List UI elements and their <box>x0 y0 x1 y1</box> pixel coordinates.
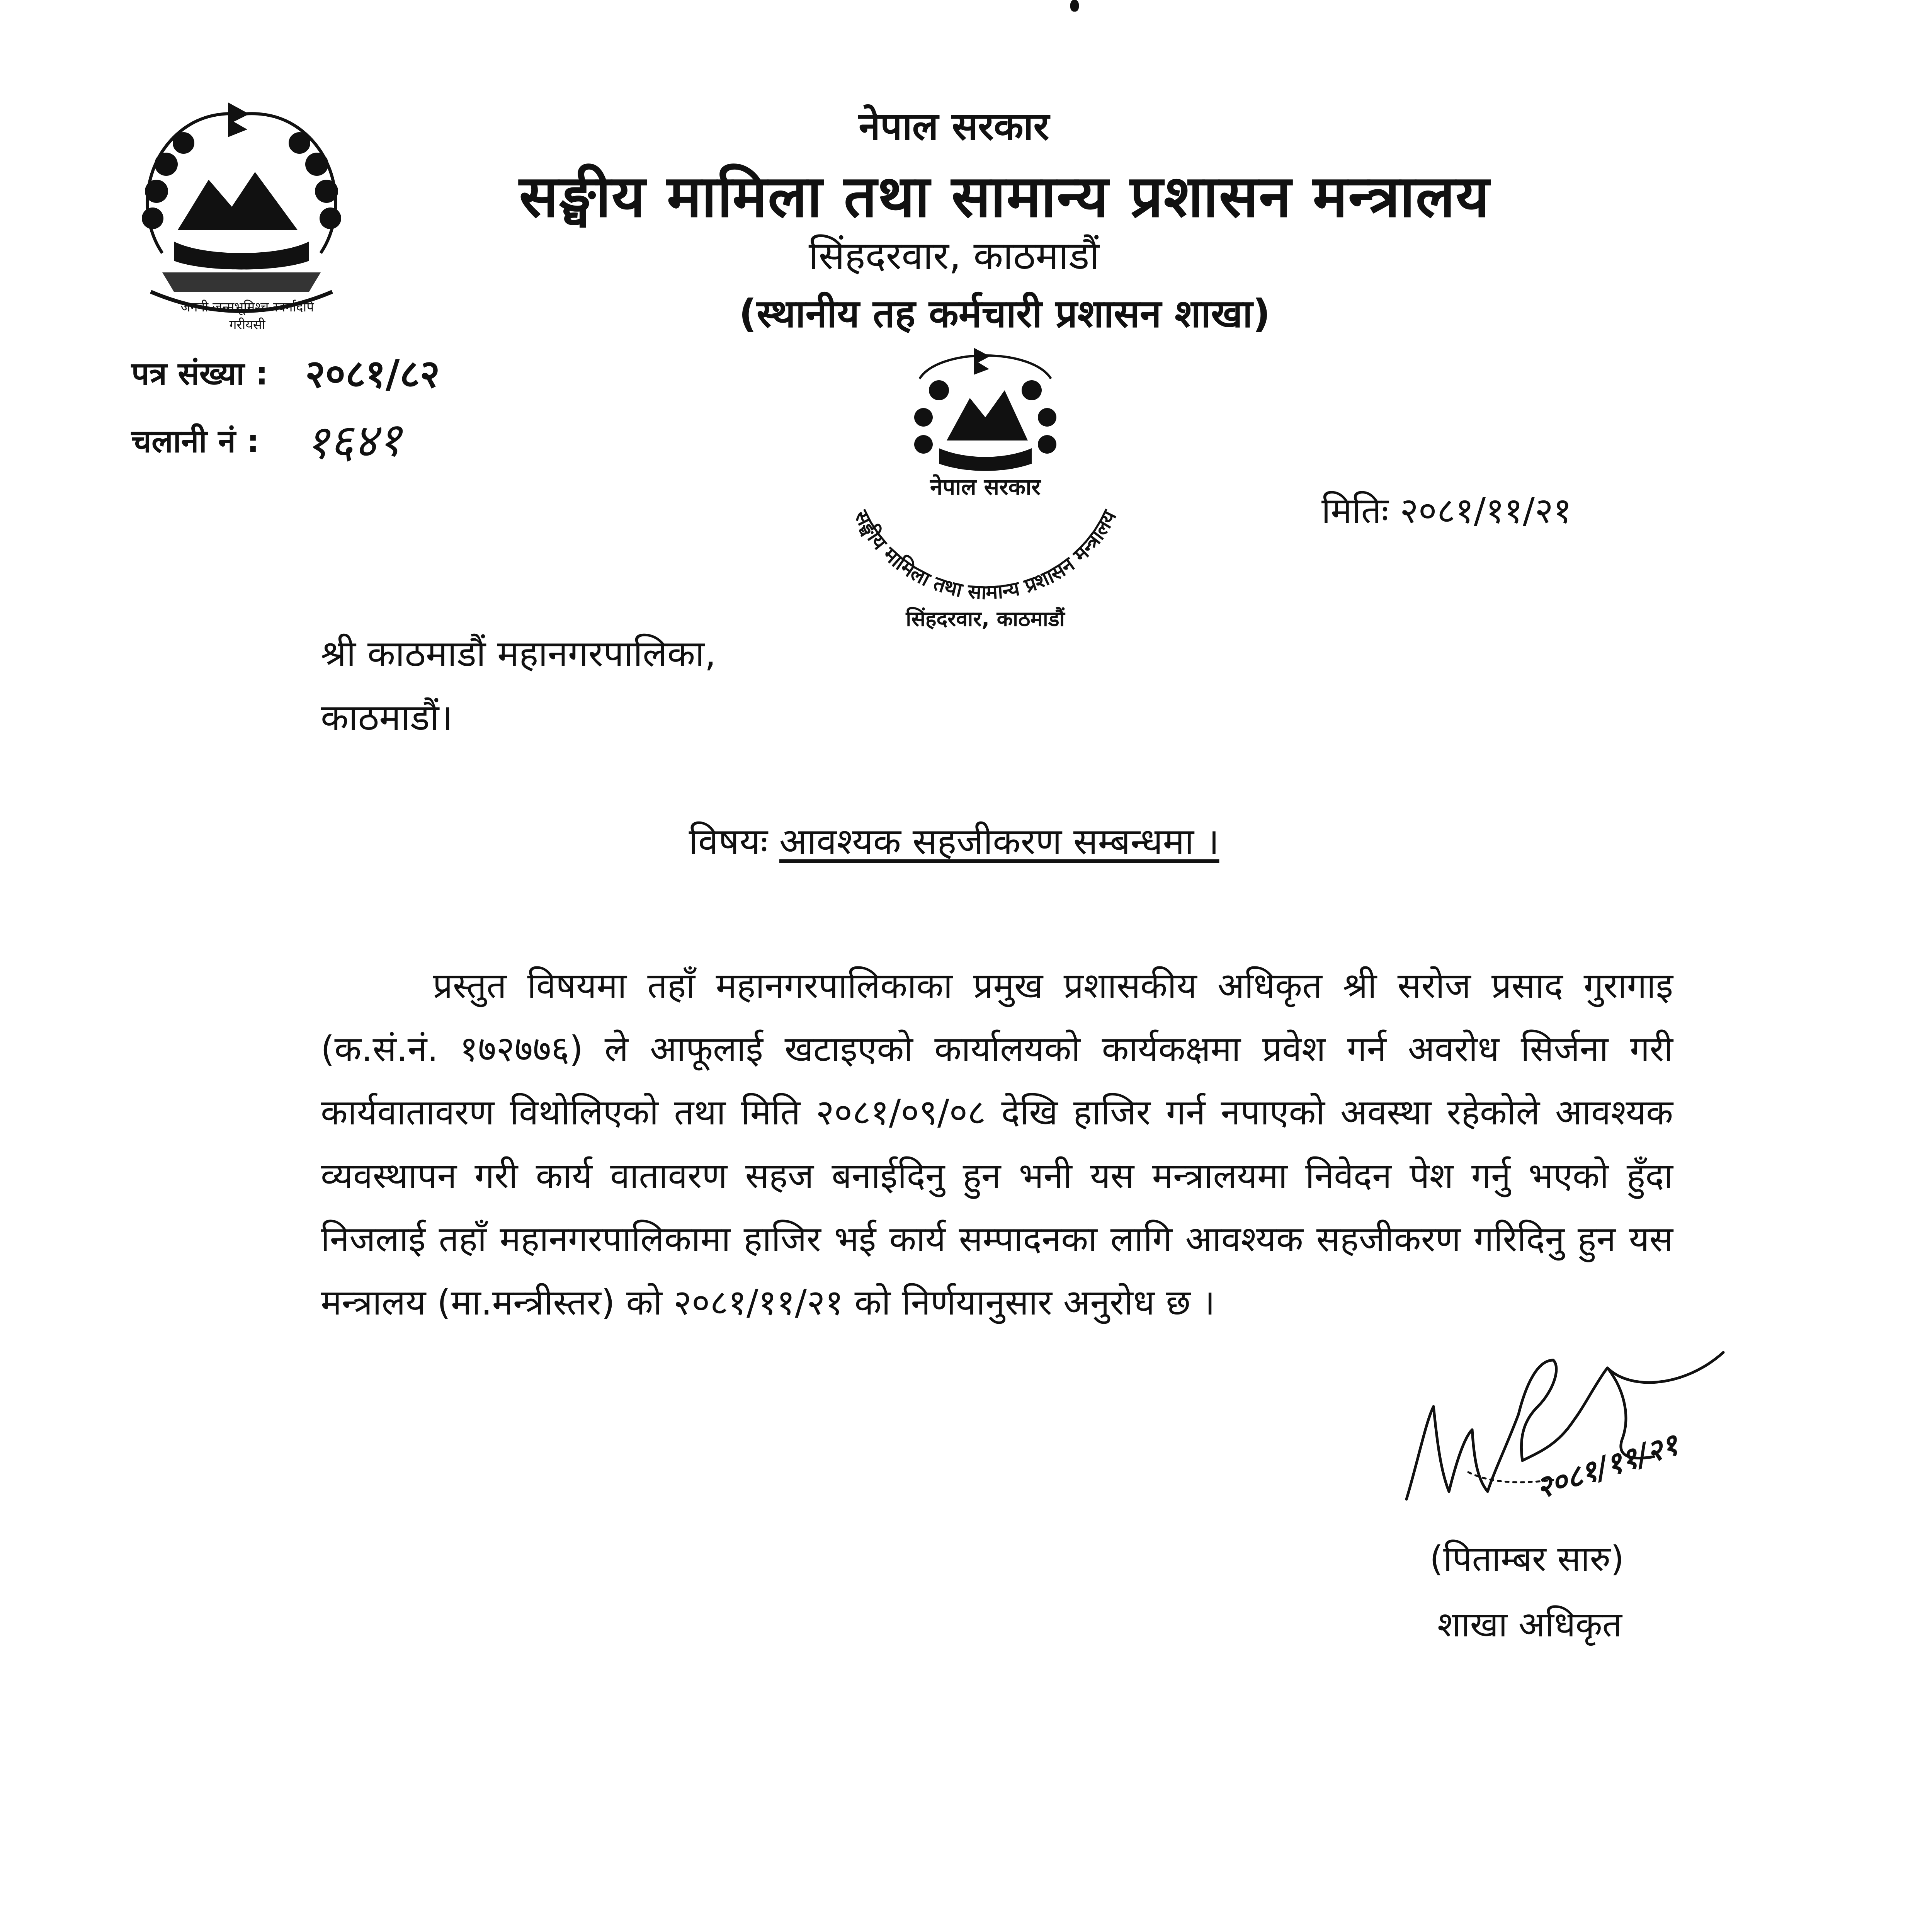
signature-date: २०८१/११/२१ <box>1531 1427 1683 1506</box>
dispatch-number-value: १६४१ <box>304 413 403 470</box>
signer-title: शाखा अधिकृत <box>1437 1604 1622 1645</box>
reference-block <box>131 340 440 475</box>
ministry-name: सङ्घीय मामिला तथा सामान्य प्रशासन मन्त्रालय <box>519 163 1490 230</box>
stamp-bottom-text: सिंहदरवार, काठमाडौं <box>906 607 1065 631</box>
subject-line <box>0 815 1908 865</box>
government-name: नेपाल सरकार <box>859 104 1049 149</box>
subject-text: आवश्यक सहजीकरण सम्बन्धमा । <box>779 821 1219 863</box>
scan-artifact <box>1070 0 1079 12</box>
stamp-ring-text: सङ्घीय मामिला तथा सामान्य प्रशासन मन्त्रालय <box>849 507 1121 604</box>
ministry-location: सिंहदरवार, काठमाडौं <box>808 233 1100 278</box>
branch-name: (स्थानीय तह कर्मचारी प्रशासन शाखा) <box>739 291 1270 336</box>
official-seal-stamp <box>811 332 1159 641</box>
dispatch-number-label: चलानी नं : <box>131 423 260 460</box>
letter-date: मितिः २०८१/११/२१ <box>1321 490 1572 531</box>
addressee-line-1: श्री काठमाडौं महानगरपालिका, <box>321 633 716 675</box>
dispatch-number-row <box>131 408 440 475</box>
letter-number-value: २०८१/८२ <box>305 351 440 396</box>
letter-number-row <box>131 340 440 408</box>
addressee-line-2: काठमाडौं। <box>321 697 453 739</box>
handwritten-signature <box>1391 1345 1739 1561</box>
addressee <box>321 622 716 750</box>
subject-label: विषयः <box>689 821 779 863</box>
letter-body: प्रस्तुत विषयमा तहाँ महानगरपालिकाका प्रमुख प्रशासकीय अधिकृत श्री सरोज प्रसाद गुरागाइ (क.सं.नं. १७२७७६) ले आफूलाई खटाइएको कार्यालयको कार्यकक्षमा प्रवेश गर्न अवरोध सिर्जना गरी कार्यवातावरण विथोलिएको तथा मिति २०८१/०९/०८ देखि हाजिर गर्न नपाएको अवस्था रहेकोले आवश्यक व्यवस्थापन गरी कार्य वातावरण सहज बनाईदिनु हुन भनी यस मन्त्रालयमा निवेदन पेश गर्नु भएको हुँदा निजलाई तहाँ महानगरपालिकामा हाजिर भई कार्य सम्पादनका लागि आवश्यक सहजीकरण गरिदिनु हुन यस मन्त्रालय (मा.मन्त्रीस्तर) को २०८१/११/२१ को निर्णयानुसार अनुरोध छ । <box>321 966 1673 1323</box>
letter-number-label: पत्र संख्या : <box>131 355 268 392</box>
stamp-top-text: नेपाल सरकार <box>930 474 1041 500</box>
signer-name: (पिताम्बर सारु) <box>1430 1539 1624 1579</box>
emblem-caption: जननी जन्मभूमिश्च स्वर्गादपि गरीयसी <box>180 299 314 333</box>
